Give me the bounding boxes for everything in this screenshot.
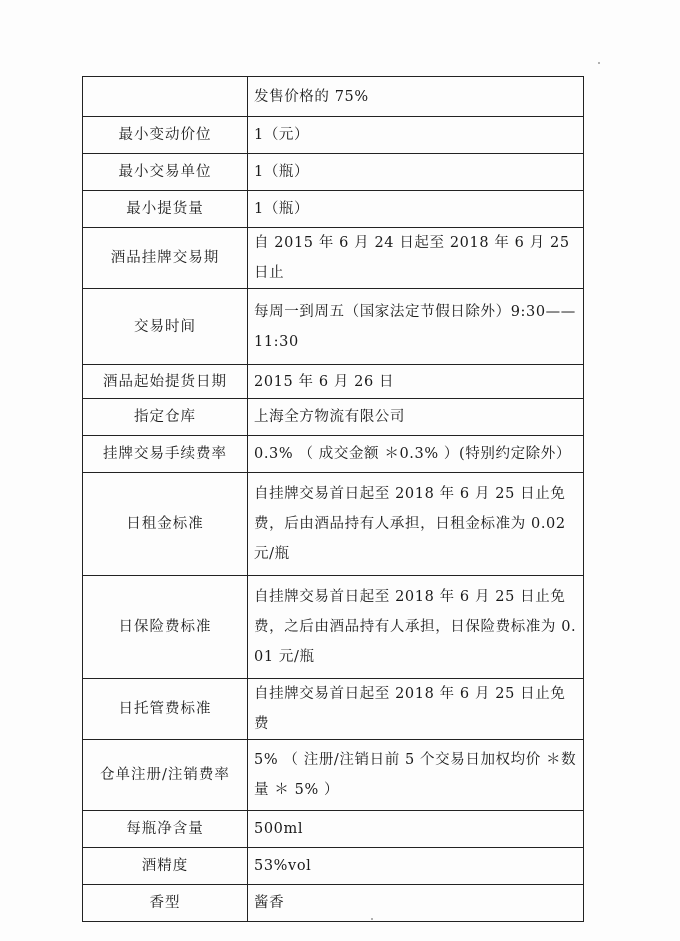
product-spec-table bbox=[82, 76, 584, 922]
row-label: 日托管费标准 bbox=[83, 679, 248, 740]
table-row bbox=[83, 365, 584, 399]
table-row bbox=[83, 154, 584, 191]
row-label: 交易时间 bbox=[83, 289, 248, 365]
row-label: 仓单注册/注销费率 bbox=[83, 740, 248, 811]
row-label: 每瓶净含量 bbox=[83, 811, 248, 848]
row-value: 发售价格的 75% bbox=[248, 77, 584, 117]
table-row bbox=[83, 117, 584, 154]
row-label: 香型 bbox=[83, 885, 248, 922]
table-row bbox=[83, 473, 584, 576]
table-row bbox=[83, 576, 584, 679]
row-value: 0.3% （ 成交金额 ＊0.3% ）(特别约定除外） bbox=[248, 436, 584, 473]
row-label: 最小提货量 bbox=[83, 191, 248, 228]
row-label: 指定仓库 bbox=[83, 399, 248, 436]
table-row bbox=[83, 191, 584, 228]
scan-speck bbox=[371, 918, 373, 920]
row-label: 挂牌交易手续费率 bbox=[83, 436, 248, 473]
table-row bbox=[83, 885, 584, 922]
table-row bbox=[83, 811, 584, 848]
scan-speck bbox=[598, 62, 600, 64]
row-label: 酒品起始提货日期 bbox=[83, 365, 248, 399]
row-value: 自 2015 年 6 月 24 日起至 2018 年 6 月 25 日止 bbox=[248, 228, 584, 289]
table-row bbox=[83, 740, 584, 811]
table-row bbox=[83, 399, 584, 436]
row-value: 1（瓶） bbox=[248, 154, 584, 191]
row-value: 500ml bbox=[248, 811, 584, 848]
table-row bbox=[83, 289, 584, 365]
row-label: 日租金标准 bbox=[83, 473, 248, 576]
row-value: 53%vol bbox=[248, 848, 584, 885]
row-label: 日保险费标准 bbox=[83, 576, 248, 679]
table-row bbox=[83, 436, 584, 473]
row-label: 酒精度 bbox=[83, 848, 248, 885]
table-row bbox=[83, 848, 584, 885]
row-value: 自挂牌交易首日起至 2018 年 6 月 25 日止免费 bbox=[248, 679, 584, 740]
table-row bbox=[83, 228, 584, 289]
row-value: 自挂牌交易首日起至 2018 年 6 月 25 日止免费，后由酒品持有人承担，日租金标准为 0.02 元/瓶 bbox=[248, 473, 584, 576]
row-label: 酒品挂牌交易期 bbox=[83, 228, 248, 289]
row-value: 2015 年 6 月 26 日 bbox=[248, 365, 584, 399]
table-row bbox=[83, 77, 584, 117]
row-value: 5% （ 注册/注销日前 5 个交易日加权均价 ＊数量 ＊ 5% ） bbox=[248, 740, 584, 811]
row-value: 上海全方物流有限公司 bbox=[248, 399, 584, 436]
row-label: 最小变动价位 bbox=[83, 117, 248, 154]
row-value: 自挂牌交易首日起至 2018 年 6 月 25 日止免费，之后由酒品持有人承担，日保险费标准为 0.01 元/瓶 bbox=[248, 576, 584, 679]
row-value: 1（元） bbox=[248, 117, 584, 154]
row-label bbox=[83, 77, 248, 117]
table-row bbox=[83, 679, 584, 740]
row-label: 最小交易单位 bbox=[83, 154, 248, 191]
row-value: 1（瓶） bbox=[248, 191, 584, 228]
row-value: 每周一到周五（国家法定节假日除外）9:30——11:30 bbox=[248, 289, 584, 365]
row-value: 酱香 bbox=[248, 885, 584, 922]
